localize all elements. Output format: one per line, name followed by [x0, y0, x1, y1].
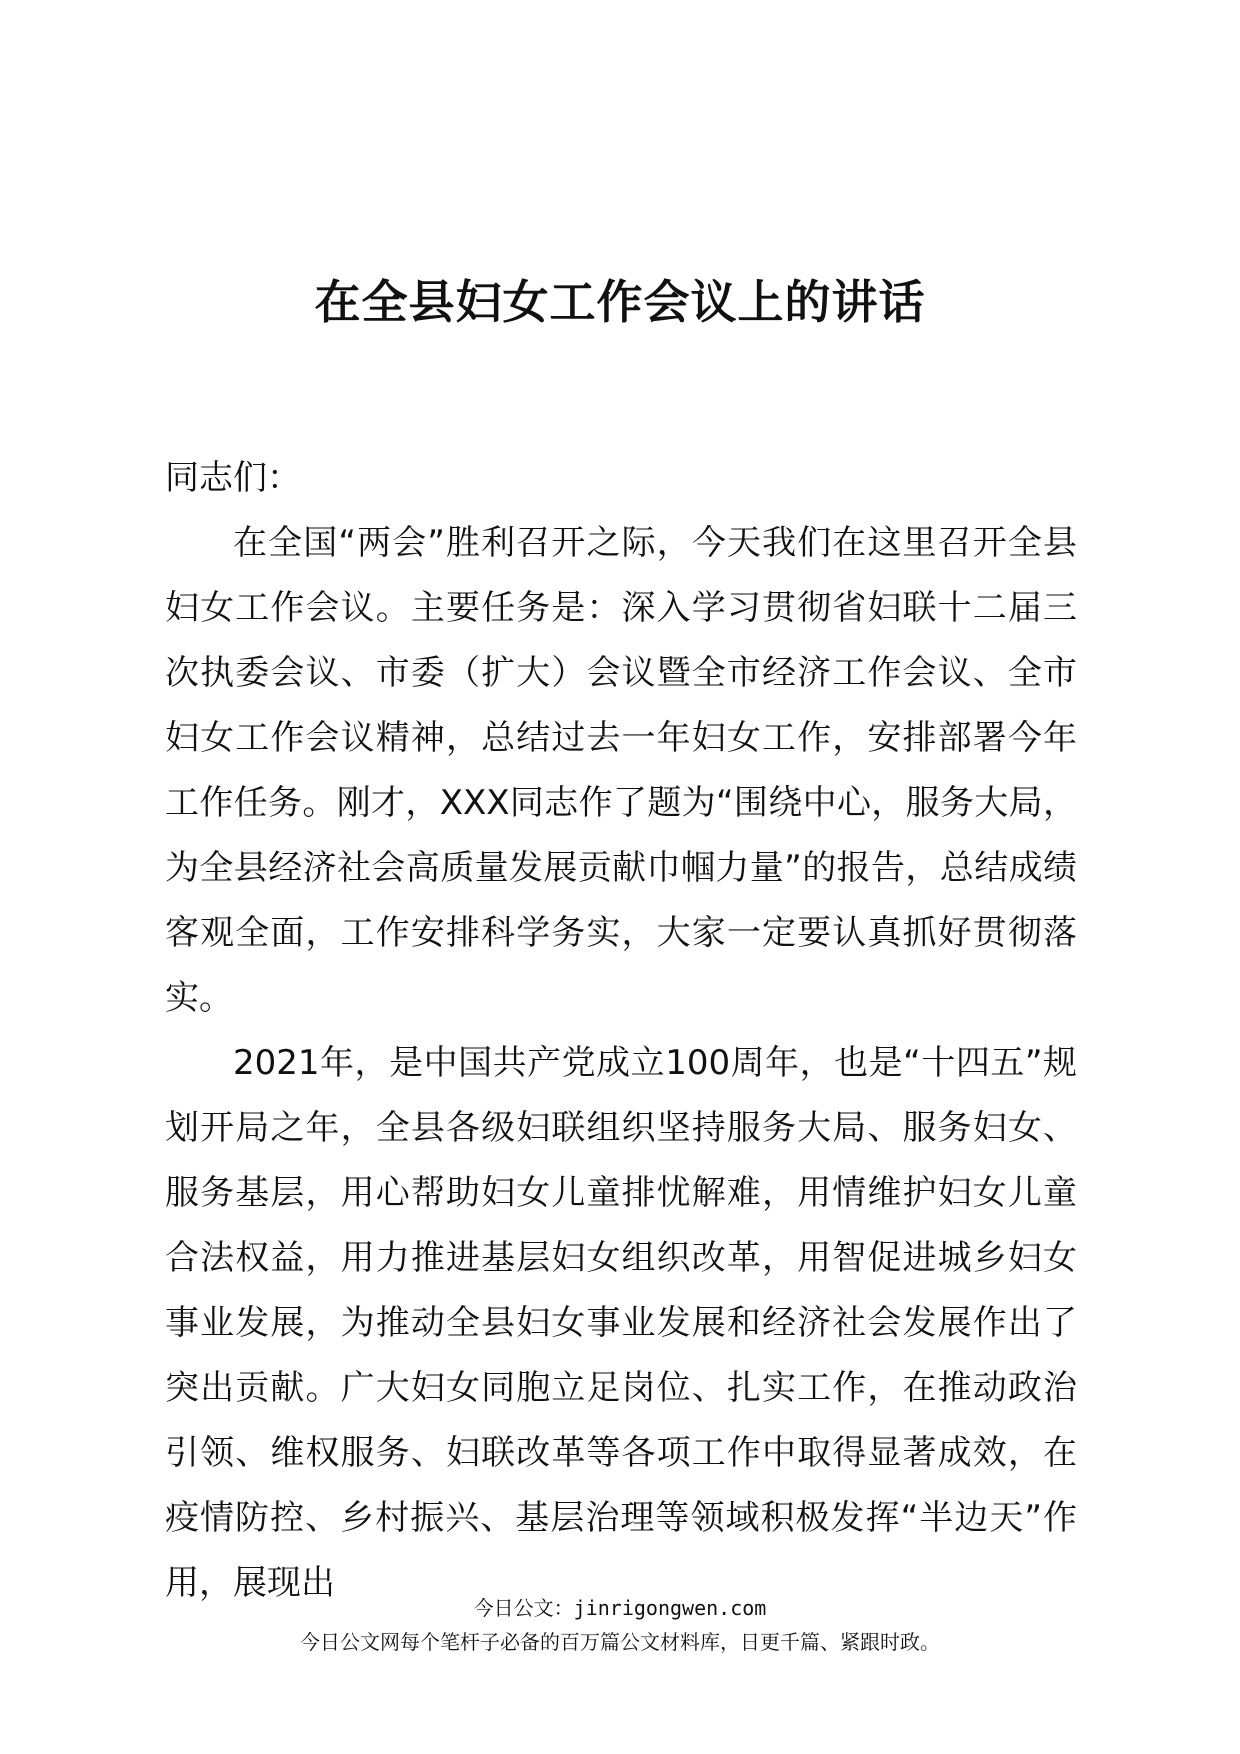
paragraph-2: 2021年，是中国共产党成立100周年，也是“十四五”规划开局之年，全县各级妇联组织坚持服务大局、服务妇女、服务基层，用心帮助妇女儿童排忧解难，用情维护妇女儿童合法权益，用力推进基层妇女组织改革，用智促进城乡妇女事业发展，为推动全县妇女事业发展和经济社会发展作出了突出贡献。广大妇女同胞立足岗位、扎实工作，在推动政治引领、维权服务、妇联改革等各项工作中取得显著成效，在疫情防控、乡村振兴、基层治理等领域积极发挥“半边天”作用，展现出 [165, 1043, 1077, 1603]
paragraph-1: 在全国“两会”胜利召开之际，今天我们在这里召开全县妇女工作会议。主要任务是：深入学习贯彻省妇联十二届三次执委会议、市委（扩大）会议暨全市经济工作会议、全市妇女工作会议精神，总结过去一年妇女工作，安排部署今年工作任务。刚才，XXX同志作了题为“围绕中心，服务大局，为全县经济社会高质量发展贡献巾帼力量”的报告，总结成绩客观全面，工作安排科学务实，大家一定要认真抓好贯彻落实。 [165, 523, 1077, 1018]
document-title: 在全县妇女工作会议上的讲话 [314, 275, 926, 329]
document-body [165, 446, 1077, 1616]
footer-site-line: 今日公文：jinrigongwen.com [473, 1596, 767, 1620]
salutation: 同志们： [165, 458, 301, 498]
footer-slogan-line: 今日公文网每个笔杆子必备的百万篇公文材料库，日更千篇、紧跟时政。 [300, 1630, 940, 1654]
